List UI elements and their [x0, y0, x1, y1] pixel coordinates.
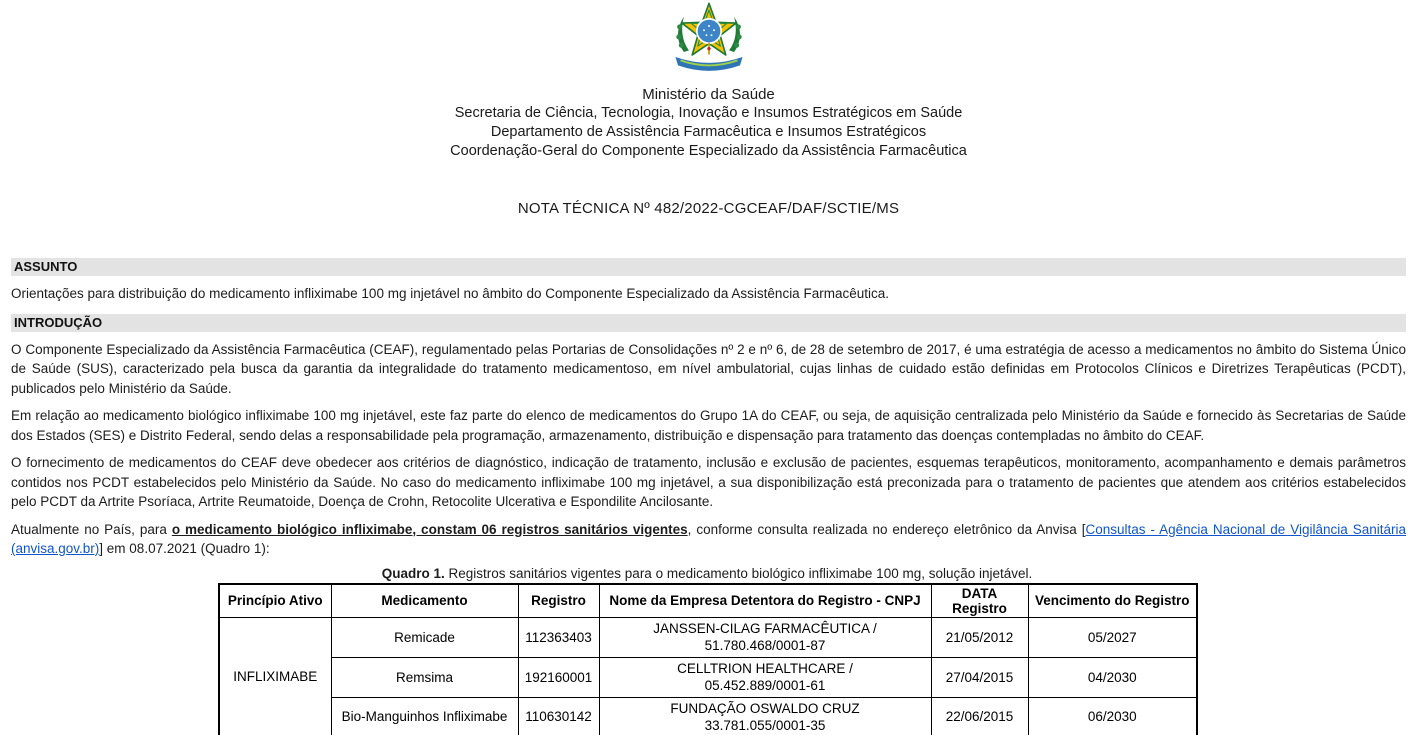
- empresa-cnpj: 51.780.468/0001-87: [704, 638, 826, 653]
- org-line-ministry: Ministério da Saúde: [642, 86, 775, 103]
- empresa-cnpj: 05.452.889/0001-61: [704, 678, 826, 693]
- column-header-principio-ativo: Princípio Ativo: [219, 584, 331, 618]
- org-line-secretaria: Secretaria de Ciência, Tecnologia, Inovação e Insumos Estratégicos em Saúde: [454, 105, 963, 121]
- medicamento-cell: Bio-Manguinhos Infliximabe: [331, 697, 518, 735]
- empresa-name: JANSSEN-CILAG FARMACÊUTICA /: [653, 621, 877, 636]
- logo-container: [0, 0, 1417, 78]
- registro-cell: 112363403: [518, 617, 599, 657]
- table-row-remicade: [219, 617, 1197, 657]
- final-para-middle: , conforme consulta realizada no endereço eletrônico da Anvisa [: [687, 521, 1086, 537]
- final-para-suffix: ] em 08.07.2021 (Quadro 1):: [99, 541, 270, 556]
- vencimento-cell: 05/2027: [1028, 617, 1197, 657]
- vencimento-cell: 06/2030: [1028, 697, 1197, 735]
- table-header-row: [219, 584, 1197, 618]
- final-para-bold-segment: o medicamento biológico infliximabe, constam 06 registros sanitários vigentes: [171, 521, 688, 537]
- registro-cell: 110630142: [518, 697, 599, 735]
- vencimento-cell: 04/2030: [1028, 657, 1197, 697]
- table-row-remsima: [219, 657, 1197, 697]
- org-line-coordenacao: Coordenação-Geral do Componente Especializado da Assistência Farmacêutica: [450, 143, 967, 159]
- intro-paragraph-1: O Componente Especializado da Assistência Farmacêutica (CEAF), regulamentado pelas Portarias de Consolidações nº 2 e nº 6, de 28 de setembro de 2017, é uma estratégia de acesso a medicamentos no âmbito do Sistema Único de Saúde (SUS), caracterizado pela busca da garantia da integralidade do tratamento medicamentoso, em nível ambulatorial, cujas linhas de cuidado estão definidas em Protocolos Clínicos e Diretrizes Terapêuticas (PCDT), publicados pelo Ministério da Saúde.: [11, 341, 1406, 396]
- empresa-cell: [599, 657, 931, 697]
- column-header-registro: Registro: [518, 584, 599, 618]
- column-header-vencimento: Vencimento do Registro: [1028, 584, 1197, 618]
- column-header-empresa-cnpj: Nome da Empresa Detentora do Registro - CNPJ: [599, 584, 931, 618]
- assunto-paragraph: Orientações para distribuição do medicamento infliximabe 100 mg injetável no âmbito do Componente Especializado da Assistência Farmacêutica.: [11, 286, 889, 301]
- data-registro-cell: 21/05/2012: [931, 617, 1028, 657]
- final-para-prefix: Atualmente no País, para: [11, 521, 172, 537]
- column-header-medicamento: Medicamento: [331, 584, 518, 618]
- empresa-cell: [599, 617, 931, 657]
- data-registro-cell: 22/06/2015: [931, 697, 1028, 735]
- empresa-cnpj: 33.781.055/0001-35: [704, 717, 826, 733]
- quadro1-caption-text: Registros sanitários vigentes para o medicamento biológico infliximabe 100 mg, solução injetável.: [444, 565, 1033, 581]
- empresa-cell: [599, 697, 931, 735]
- section-heading-introducao: INTRODUÇÃO: [11, 314, 1406, 332]
- document-body: [0, 258, 1417, 735]
- brazil-coat-of-arms-icon: [667, 0, 751, 78]
- anvisa-consultas-link[interactable]: Consultas - Agência Nacional de Vigilância Sanitária (anvisa.gov.br): [11, 521, 1406, 556]
- intro-paragraph-3: O fornecimento de medicamentos do CEAF deve obedecer aos critérios de diagnóstico, indicação de tratamento, inclusão e exclusão de pacientes, esquemas terapêuticos, monitoramento, acompanhamento e demais parâmetros contidos nos PCDT estabelecidos pelo Ministério da Saúde. No caso do medicamento infliximabe 100 mg injetável, a sua disponibilização está preconizada para o tratamento de pacientes que atendem aos critérios estabelecidos pelo PCDT da Artrite Psoríaca, Artrite Reumatoide, Doença de Crohn, Retocolite Ulcerativa e Espondilite Ancilosante.: [11, 455, 1406, 509]
- registry-table: [218, 583, 1198, 735]
- quadro1-caption-label: Quadro 1.: [381, 565, 445, 581]
- document-title: NOTA TÉCNICA Nº 482/2022-CGCEAF/DAF/SCTIE/MS: [517, 200, 900, 217]
- quadro1-caption: [218, 566, 1196, 581]
- empresa-name: FUNDAÇÃO OSWALDO CRUZ: [670, 700, 860, 716]
- principio-ativo-cell: INFLIXIMABE: [219, 617, 331, 735]
- data-registro-cell: 27/04/2015: [931, 657, 1028, 697]
- empresa-name: CELLTRION HEALTHCARE /: [677, 661, 853, 676]
- registro-cell: 192160001: [518, 657, 599, 697]
- table-row-bio-manguinhos: [219, 697, 1197, 735]
- section-heading-assunto: ASSUNTO: [11, 258, 1406, 276]
- org-line-departamento: Departamento de Assistência Farmacêutica e Insumos Estratégicos: [490, 124, 927, 140]
- document-header: [0, 0, 1417, 217]
- column-header-data-registro: DATA Registro: [931, 584, 1028, 618]
- medicamento-cell: Remicade: [331, 617, 518, 657]
- intro-paragraph-4: [11, 520, 1406, 559]
- intro-paragraph-2: Em relação ao medicamento biológico infliximabe 100 mg injetável, este faz parte do elenco de medicamentos do Grupo 1A do CEAF, ou seja, de aquisição centralizada pelo Ministério da Saúde e fornecido às Secretarias de Saúde dos Estados (SES) e Distrito Federal, sendo delas a responsabilidade pela programação, armazenamento, distribuição e dispensação para tratamento das doenças contempladas no âmbito do CEAF.: [11, 408, 1406, 443]
- medicamento-cell: Remsima: [331, 657, 518, 697]
